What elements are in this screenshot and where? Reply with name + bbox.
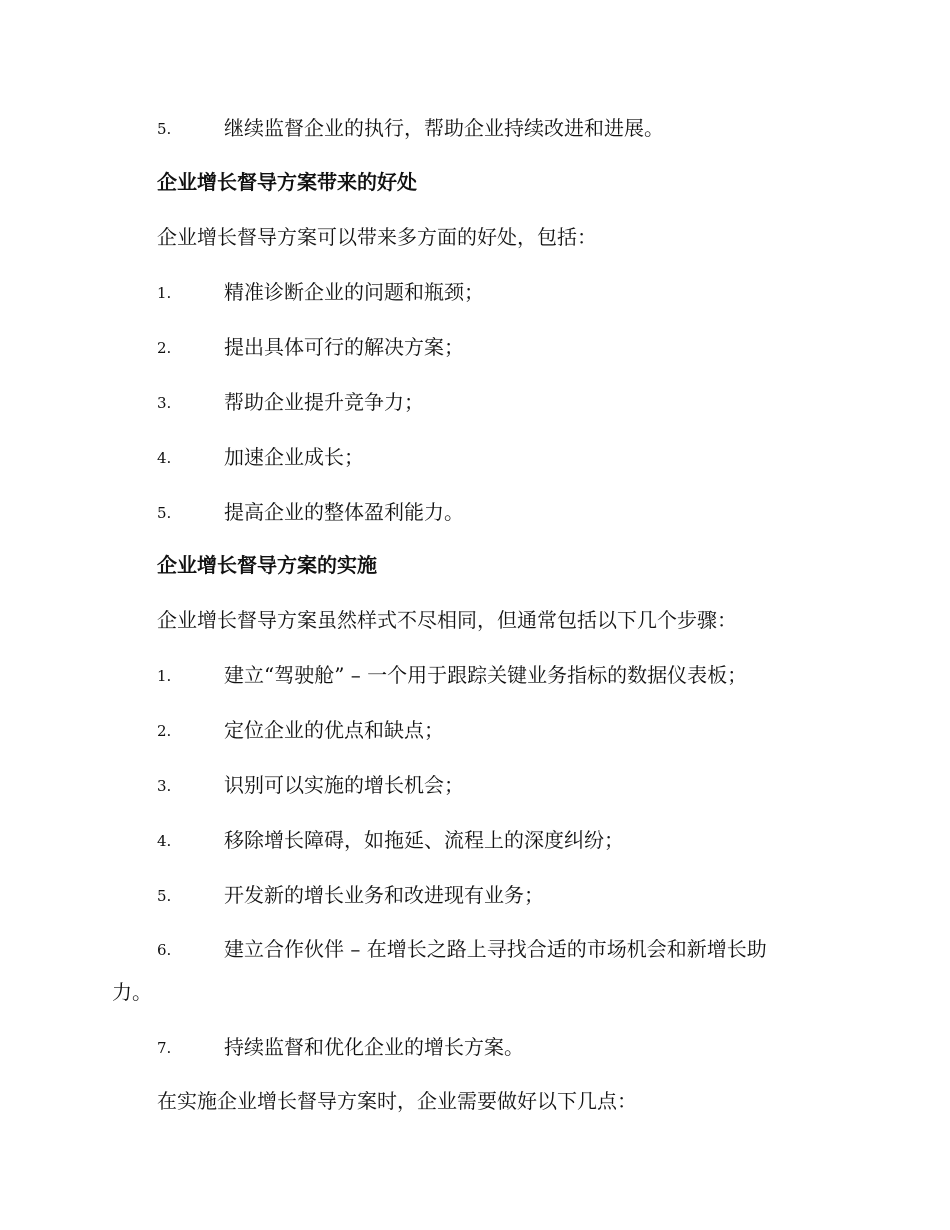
list-text: 提高企业的整体盈利能力。 [224, 500, 464, 524]
list-item [0, 1027, 950, 1067]
list-number: 2. [157, 722, 172, 740]
list-item [0, 655, 950, 695]
list-text: 帮助企业提升竞争力； [224, 390, 424, 414]
list-number: 3. [157, 394, 172, 412]
list-item [0, 875, 950, 915]
list-text: 精准诊断企业的问题和瓶颈； [224, 280, 484, 304]
list-item [0, 765, 950, 805]
list-item [0, 437, 950, 477]
list-number: 5. [157, 887, 172, 905]
list-text: 开发新的增长业务和改进现有业务； [224, 883, 544, 907]
list-number: 4. [157, 832, 172, 850]
list-item [0, 272, 950, 312]
section-intro-benefits: 企业增长督导方案可以带来多方面的好处，包括： [157, 225, 597, 249]
list-text-continuation: 力。 [112, 980, 152, 1004]
list-text: 建立“驾驶舱” – 一个用于跟踪关键业务指标的数据仪表板； [224, 663, 748, 687]
list-text: 继续监督企业的执行，帮助企业持续改进和进展。 [224, 116, 664, 140]
list-item [0, 492, 950, 532]
list-number: 4. [157, 449, 172, 467]
list-number: 5. [157, 504, 172, 522]
list-text: 定位企业的优点和缺点； [224, 718, 444, 742]
closing-paragraph: 在实施企业增长督导方案时，企业需要做好以下几点： [157, 1089, 637, 1113]
section-intro-implementation: 企业增长督导方案虽然样式不尽相同，但通常包括以下几个步骤： [157, 608, 737, 632]
list-text: 建立合作伙伴 – 在增长之路上寻找合适的市场机会和新增长助 [224, 937, 767, 961]
list-number: 1. [157, 284, 172, 302]
list-number: 1. [157, 667, 172, 685]
list-item [0, 820, 950, 860]
list-item [0, 929, 950, 969]
list-text: 识别可以实施的增长机会； [224, 773, 464, 797]
list-number: 3. [157, 777, 172, 795]
list-item [0, 108, 950, 148]
section-heading-implementation: 企业增长督导方案的实施 [157, 553, 377, 577]
list-number: 2. [157, 339, 172, 357]
list-number: 5. [157, 120, 172, 138]
section-heading-benefits: 企业增长督导方案带来的好处 [157, 170, 417, 194]
list-text: 持续监督和优化企业的增长方案。 [224, 1035, 524, 1059]
list-item [0, 710, 950, 750]
list-number: 7. [157, 1039, 172, 1057]
list-text: 提出具体可行的解决方案； [224, 335, 464, 359]
list-item [0, 382, 950, 422]
list-text: 加速企业成长； [224, 445, 364, 469]
list-item [0, 327, 950, 367]
list-number: 6. [157, 941, 172, 959]
list-text: 移除增长障碍，如拖延、流程上的深度纠纷； [224, 828, 624, 852]
